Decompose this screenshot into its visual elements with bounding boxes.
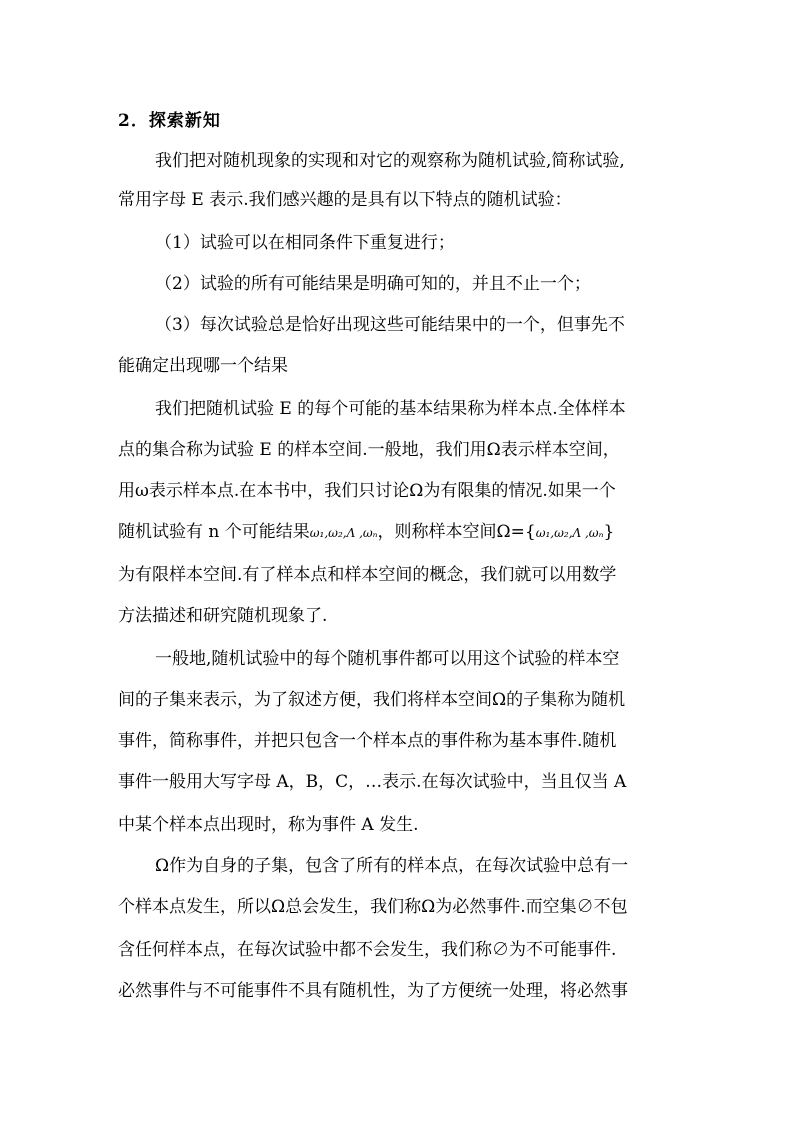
paragraph-4-line-4: 必然事件与不可能事件不具有随机性，为了方便统一处理，将必然事 — [118, 981, 628, 1001]
list-item-2: （2）试验的所有可能结果是明确可知的，并且不止一个； — [155, 274, 591, 294]
line-text-end: } — [603, 522, 615, 542]
math-outcomes-1: ω₁,ω₂,Λ ,ωₙ — [309, 526, 378, 540]
paragraph-4-line-1: Ω作为自身的子集，包含了所有的样本点，在每次试验中总有一 — [155, 856, 629, 876]
paragraph-2-line-4 — [118, 521, 614, 544]
paragraph-3-line-2: 间的子集来表示，为了叙述方便，我们将样本空间Ω的子集称为随机 — [118, 690, 626, 710]
paragraph-3-line-5: 中某个样本点出现时，称为事件 A 发生. — [118, 815, 419, 835]
line-text-start: 随机试验有 n 个可能结果 — [118, 522, 310, 542]
list-item-3-continuation: 能确定出现哪一个结果 — [118, 356, 288, 376]
paragraph-1-line-2: 常用字母 E 表示.我们感兴趣的是具有以下特点的随机试验： — [118, 190, 572, 210]
paragraph-4-line-2: 个样本点发生，所以Ω总会发生，我们称Ω为必然事件.而空集∅不包 — [118, 897, 628, 917]
line-text-middle: ，则称样本空间Ω={ — [377, 522, 536, 542]
list-item-1: （1）试验可以在相同条件下重复进行； — [155, 233, 455, 253]
paragraph-1-line-1: 我们把对随机现象的实现和对它的观察称为随机试验,简称试验, — [155, 151, 625, 171]
paragraph-2-line-5: 为有限样本空间.有了样本点和样本空间的概念，我们就可以用数学 — [118, 565, 617, 585]
paragraph-2-line-1: 我们把随机试验 E 的每个可能的基本结果称为样本点.全体样本 — [155, 399, 626, 419]
paragraph-2-line-3: 用ω表示样本点.在本书中，我们只讨论Ω为有限集的情况.如果一个 — [118, 481, 616, 501]
paragraph-2-line-6: 方法描述和研究随机现象了. — [118, 606, 328, 626]
paragraph-3-line-4: 事件一般用大写字母 A，B，C，…表示.在每次试验中，当且仅当 A — [118, 772, 627, 792]
paragraph-3-line-1: 一般地,随机试验中的每个随机事件都可以用这个试验的样本空 — [155, 649, 620, 669]
math-outcomes-2: ω₁,ω₂,Λ ,ωₙ — [535, 526, 604, 540]
paragraph-2-line-2: 点的集合称为试验 E 的样本空间.一般地，我们用Ω表示样本空间， — [118, 440, 620, 460]
section-heading: 2．探索新知 — [118, 111, 221, 131]
paragraph-3-line-3: 事件，简称事件，并把只包含一个样本点的事件称为基本事件.随机 — [118, 731, 617, 751]
paragraph-4-line-3: 含任何样本点，在每次试验中都不会发生，我们称∅为不可能事件. — [118, 940, 617, 960]
list-item-3: （3）每次试验总是恰好出现这些可能结果中的一个，但事先不 — [155, 315, 625, 335]
